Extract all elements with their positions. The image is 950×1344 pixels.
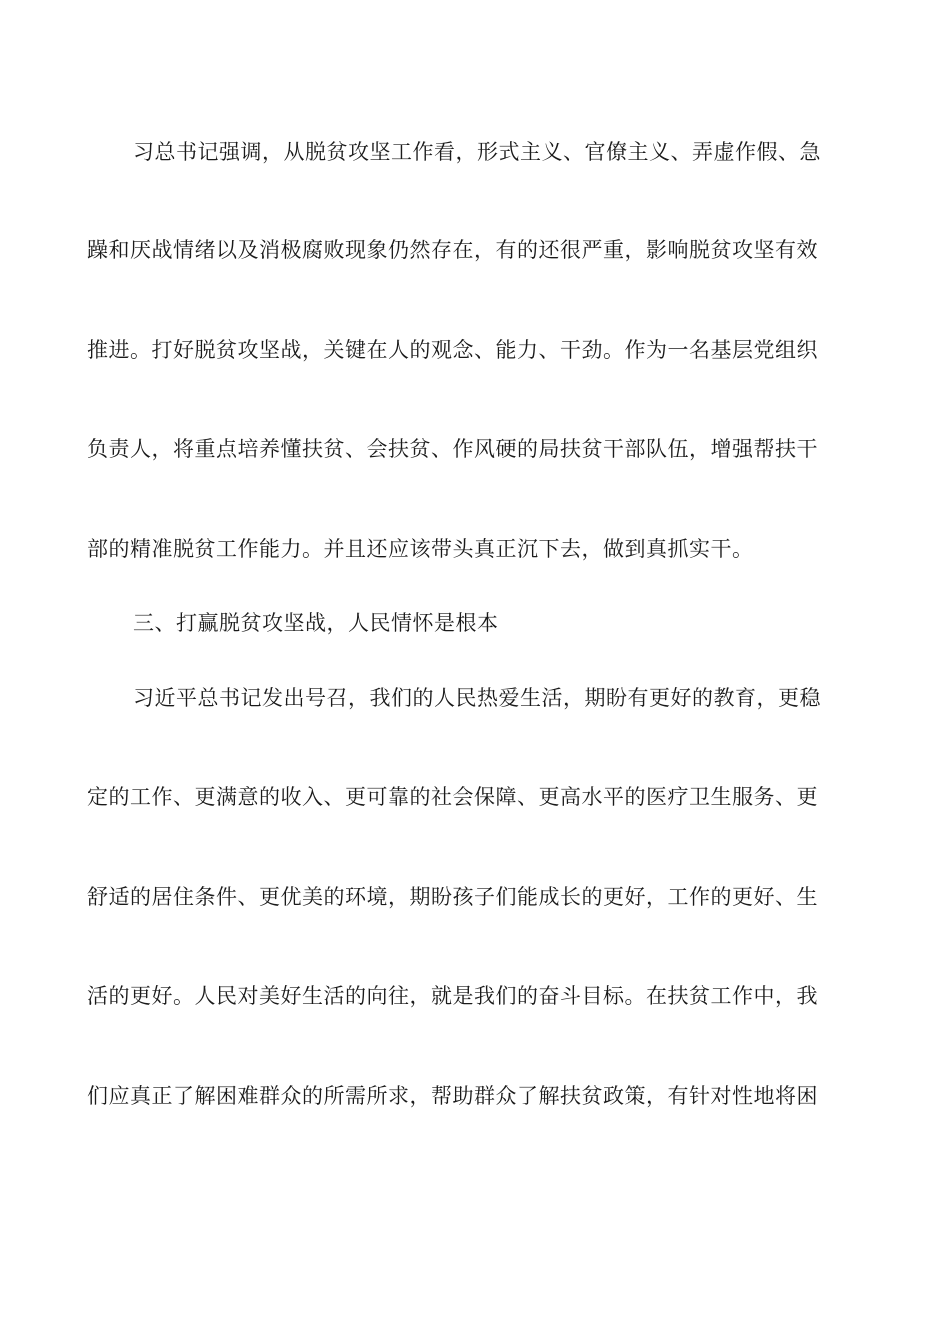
paragraph-2-line-3: 舒适的居住条件、更优美的环境，期盼孩子们能成长的更好，工作的更好、生	[87, 885, 818, 909]
paragraph-1-line-3: 推进。打好脱贫攻坚战，关键在人的观念、能力、干劲。作为一名基层党组织	[87, 338, 818, 362]
section-heading: 三、打赢脱贫攻坚战，人民情怀是根本	[133, 611, 499, 635]
paragraph-1-line-5: 部的精准脱贫工作能力。并且还应该带头真正沉下去，做到真抓实干。	[87, 537, 754, 561]
paragraph-2-line-1: 习近平总书记发出号召，我们的人民热爱生活，期盼有更好的教育，更稳	[133, 686, 821, 710]
paragraph-2-line-4: 活的更好。人民对美好生活的向往，就是我们的奋斗目标。在扶贫工作中，我	[87, 984, 818, 1008]
paragraph-1-line-1: 习总书记强调，从脱贫攻坚工作看，形式主义、官僚主义、弄虚作假、急	[133, 140, 821, 164]
paragraph-1-line-4: 负责人，将重点培养懂扶贫、会扶贫、作风硬的局扶贫干部队伍，增强帮扶干	[87, 437, 818, 461]
paragraph-2-line-5: 们应真正了解困难群众的所需所求，帮助群众了解扶贫政策，有针对性地将困	[87, 1084, 818, 1108]
paragraph-1-line-2: 躁和厌战情绪以及消极腐败现象仍然存在，有的还很严重，影响脱贫攻坚有效	[87, 238, 818, 262]
paragraph-2-line-2: 定的工作、更满意的收入、更可靠的社会保障、更高水平的医疗卫生服务、更	[87, 785, 818, 809]
